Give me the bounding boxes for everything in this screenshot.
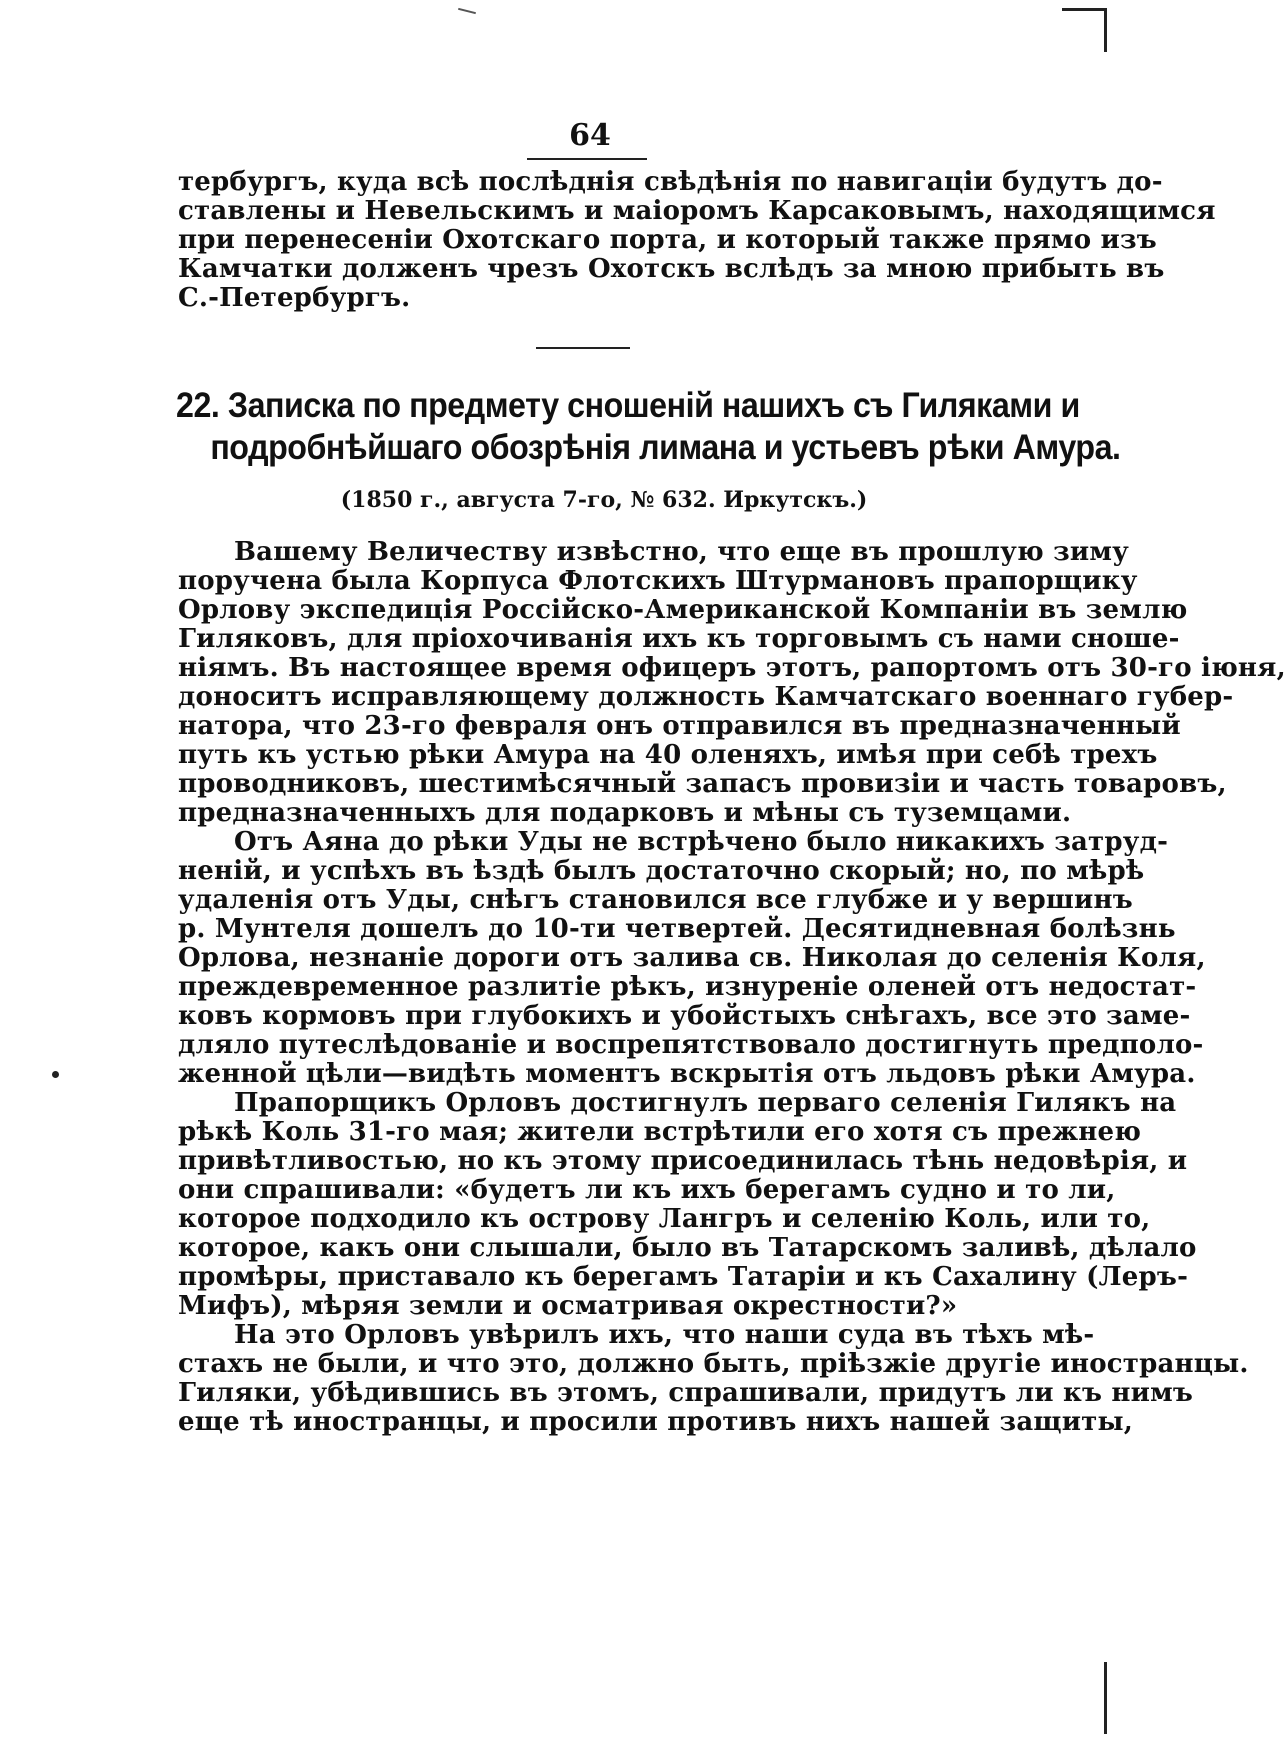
text-line: Отъ Аяна до рѣки Уды не встрѣчено было никакихъ затруд- — [234, 827, 1169, 857]
margin-dot — [52, 1071, 59, 1078]
text-line: ставлены и Невельскимъ и маіоромъ Карсаковымъ, находящимся — [178, 196, 1216, 226]
text-line: дляло путеслѣдованіе и воспрепятствовало достигнуть предполо- — [178, 1030, 1204, 1060]
page-number: 64 — [569, 118, 611, 153]
scan-bracket-top — [1062, 8, 1106, 11]
text-line: которое, какъ они слышали, было въ Татарскомъ заливѣ, дѣлало — [178, 1233, 1197, 1263]
text-line: удаленія отъ Уды, снѣгъ становился все глубже и у вершинъ — [178, 885, 1133, 915]
body-text — [178, 537, 1286, 1437]
text-line: проводниковъ, шестимѣсячный запасъ провизіи и часть товаровъ, — [178, 769, 1227, 799]
text-line: Гиляковъ, для пріохочиванія ихъ къ торговымъ съ нами сноше- — [178, 624, 1180, 654]
text-line: На это Орловъ увѣрилъ ихъ, что наши суда въ тѣхъ мѣ- — [234, 1320, 1095, 1350]
text-line: ніямъ. Въ настоящее время офицеръ этотъ, рапортомъ отъ 30-го іюня, — [178, 653, 1286, 683]
text-line: преждевременное разлитіе рѣкъ, изнуреніе оленей отъ недостат- — [178, 972, 1197, 1002]
text-line: тербургъ, куда всѣ послѣднія свѣдѣнія по навигаціи будутъ до- — [178, 167, 1163, 197]
text-line: еще тѣ иностранцы, и просили противъ нихъ нашей защиты, — [178, 1407, 1134, 1437]
scan-bracket-bottom — [1104, 1662, 1107, 1734]
text-line: которое подходило къ острову Лангръ и селенію Коль, или то, — [178, 1204, 1151, 1234]
section-divider — [536, 347, 630, 349]
text-line: промѣры, приставало къ берегамъ Татаріи и къ Сахалину (Леръ- — [178, 1262, 1189, 1292]
text-line: предназначенныхъ для подарковъ и мѣны съ туземцами. — [178, 798, 1072, 828]
text-line: Камчатки долженъ чрезъ Охотскъ вслѣдъ за мною прибыть въ — [178, 254, 1165, 284]
top-paragraph — [178, 167, 1216, 313]
document-dateline: (1850 г., августа 7-го, № 632. Иркутскъ.) — [340, 487, 868, 513]
text-line: стахъ не были, и что это, должно быть, пріѣзжіе другіе иностранцы. — [178, 1349, 1249, 1379]
text-line: Мифъ), мѣряя земли и осматривая окрестности?» — [178, 1291, 958, 1321]
text-line: путь къ устью рѣки Амура на 40 оленяхъ, имѣя при себѣ трехъ — [178, 740, 1158, 770]
text-line: Прапорщикъ Орловъ достигнулъ перваго селенія Гилякъ на — [234, 1088, 1177, 1118]
text-line: С.-Петербургъ. — [178, 283, 411, 313]
text-line: доноситъ исправляющему должность Камчатскаго военнаго губер- — [178, 682, 1234, 712]
text-line: неній, и успѣхъ въ ѣздѣ былъ достаточно скорый; но, по мѣрѣ — [178, 856, 1145, 886]
section-heading — [176, 385, 1121, 469]
text-line: они спрашивали: «будетъ ли къ ихъ берегамъ судно и то ли, — [178, 1175, 1116, 1205]
text-line: при перенесеніи Охотскаго порта, и который также прямо изъ — [178, 225, 1157, 255]
text-line: рѣкѣ Коль 31-го мая; жители встрѣтили его хотя съ прежнею — [178, 1117, 1142, 1147]
heading-line: подробнѣйшаго обозрѣнія лимана и устьевъ рѣки Амура. — [210, 428, 1121, 467]
text-line: поручена была Корпуса Флотскихъ Штурмановъ прапорщику — [178, 566, 1138, 596]
text-line: ковъ кормовъ при глубокихъ и убойстыхъ снѣгахъ, все это заме- — [178, 1001, 1191, 1031]
text-line: р. Мунтеля дошелъ до 10-ти четвертей. Десятидневная болѣзнь — [178, 914, 1176, 944]
text-line: Гиляки, убѣдившись въ этомъ, спрашивали, придутъ ли къ нимъ — [178, 1378, 1194, 1408]
text-line: натора, что 23-го февраля онъ отправился въ предназначенный — [178, 711, 1181, 741]
text-line: Орлова, незнаніе дороги отъ залива св. Николая до селенія Коля, — [178, 943, 1206, 973]
text-line: Вашему Величеству извѣстно, что еще въ прошлую зиму — [234, 537, 1129, 567]
page-number-underline — [527, 158, 647, 160]
scan-mark — [458, 8, 476, 14]
text-line: Орлову экспедиція Россійско-Американской Компаніи въ землю — [178, 595, 1188, 625]
text-line: привѣтливостью, но къ этому присоединилась тѣнь недовѣрія, и — [178, 1146, 1188, 1176]
scan-bracket-right — [1104, 8, 1107, 52]
text-line: женной цѣли—видѣть моментъ вскрытія отъ льдовъ рѣки Амура. — [178, 1059, 1196, 1089]
heading-line: 22. Записка по предмету сношеній нашихъ съ Гиляками и — [176, 386, 1080, 425]
